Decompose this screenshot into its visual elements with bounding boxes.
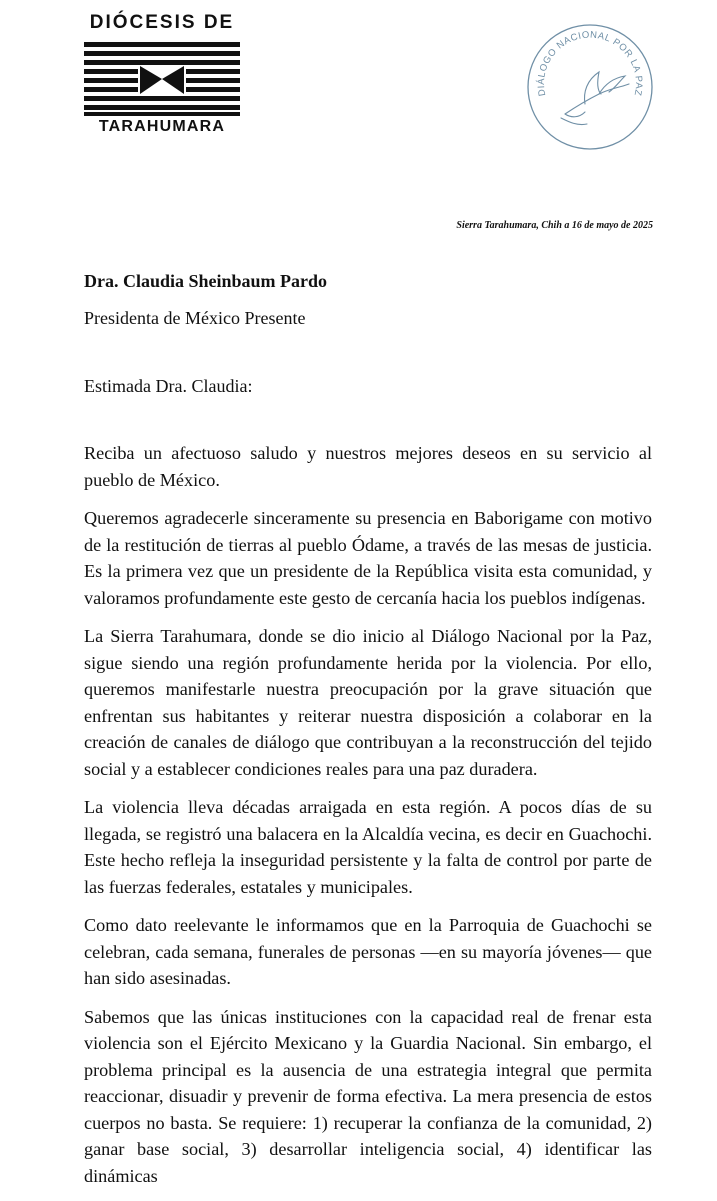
letter-date: Sierra Tarahumara, Chih a 16 de mayo de 2025	[456, 220, 653, 231]
paragraph: Queremos agradecerle sinceramente su presencia en Baborigame con motivo de la restitución de tierras al pueblo Ódame, a través de las mesas de justicia. Es la primera vez que un presidente de la República visita esta comunidad, y valoramos profundamente este gesto de cercanía hacia los pueblos indígenas.	[84, 508, 652, 608]
paragraph: Reciba un afectuoso saludo y nuestros mejores deseos en su servicio al pueblo de México.	[84, 443, 652, 490]
paragraph: La violencia lleva décadas arraigada en esta región. A pocos días de su llegada, se registró una balacera en la Alcaldía vecina, es decir en Guachochi. Este hecho refleja la inseguridad persistente y la falta de control por parte de las fuerzas federales, estatales y municipales.	[84, 797, 652, 897]
diocese-logo	[84, 12, 240, 137]
diocese-logo-line2: TARAHUMARA	[98, 118, 226, 135]
dialogo-nacional-logo	[525, 22, 655, 152]
paragraph: La Sierra Tarahumara, donde se dio inicio al Diálogo Nacional por la Paz, sigue siendo una región profundamente herida por la violencia. Por ello, queremos manifestarle nuestra preocupación por la grave situación que enfrentan sus habitantes y reiterar nuestra disposición a colaborar en la creación de canales de diálogo que contribuyan a la reconstrucción del tejido social y a establecer condiciones reales para una paz duradera.	[84, 626, 652, 779]
diocese-logo-line1: DIÓCESIS DE	[89, 12, 235, 33]
diocese-cross-emblem-icon	[84, 42, 240, 116]
paragraph: Sabemos que las únicas instituciones con la capacidad real de frenar esta violencia son el Ejército Mexicano y la Guardia Nacional. Sin embargo, el problema principal es la ausencia de una estrategia integral que permita reaccionar, disuadir y prevenir de forma efectiva. La mera presencia de estos cuerpos no basta. Se requiere: 1) recuperar la confianza de la comunidad, 2) ganar base social, 3) desarrollar inteligencia social, 4) identificar las dinámicas	[84, 1006, 652, 1186]
paragraph: Como dato reelevante le informamos que en la Parroquia de Guachochi se celebran, cada semana, funerales de personas —en su mayoría jóvenes— que han sido asesinadas.	[84, 915, 652, 988]
dove-icon	[561, 72, 629, 125]
logo-ring-text: DIÁLOGO NACIONAL POR LA PAZ	[535, 29, 645, 98]
salutation: Estimada Dra. Claudia:	[84, 376, 253, 396]
recipient-name: Dra. Claudia Sheinbaum Pardo	[84, 271, 328, 291]
recipient-title: Presidenta de México Presente	[84, 308, 306, 328]
letter-body	[84, 440, 652, 1201]
